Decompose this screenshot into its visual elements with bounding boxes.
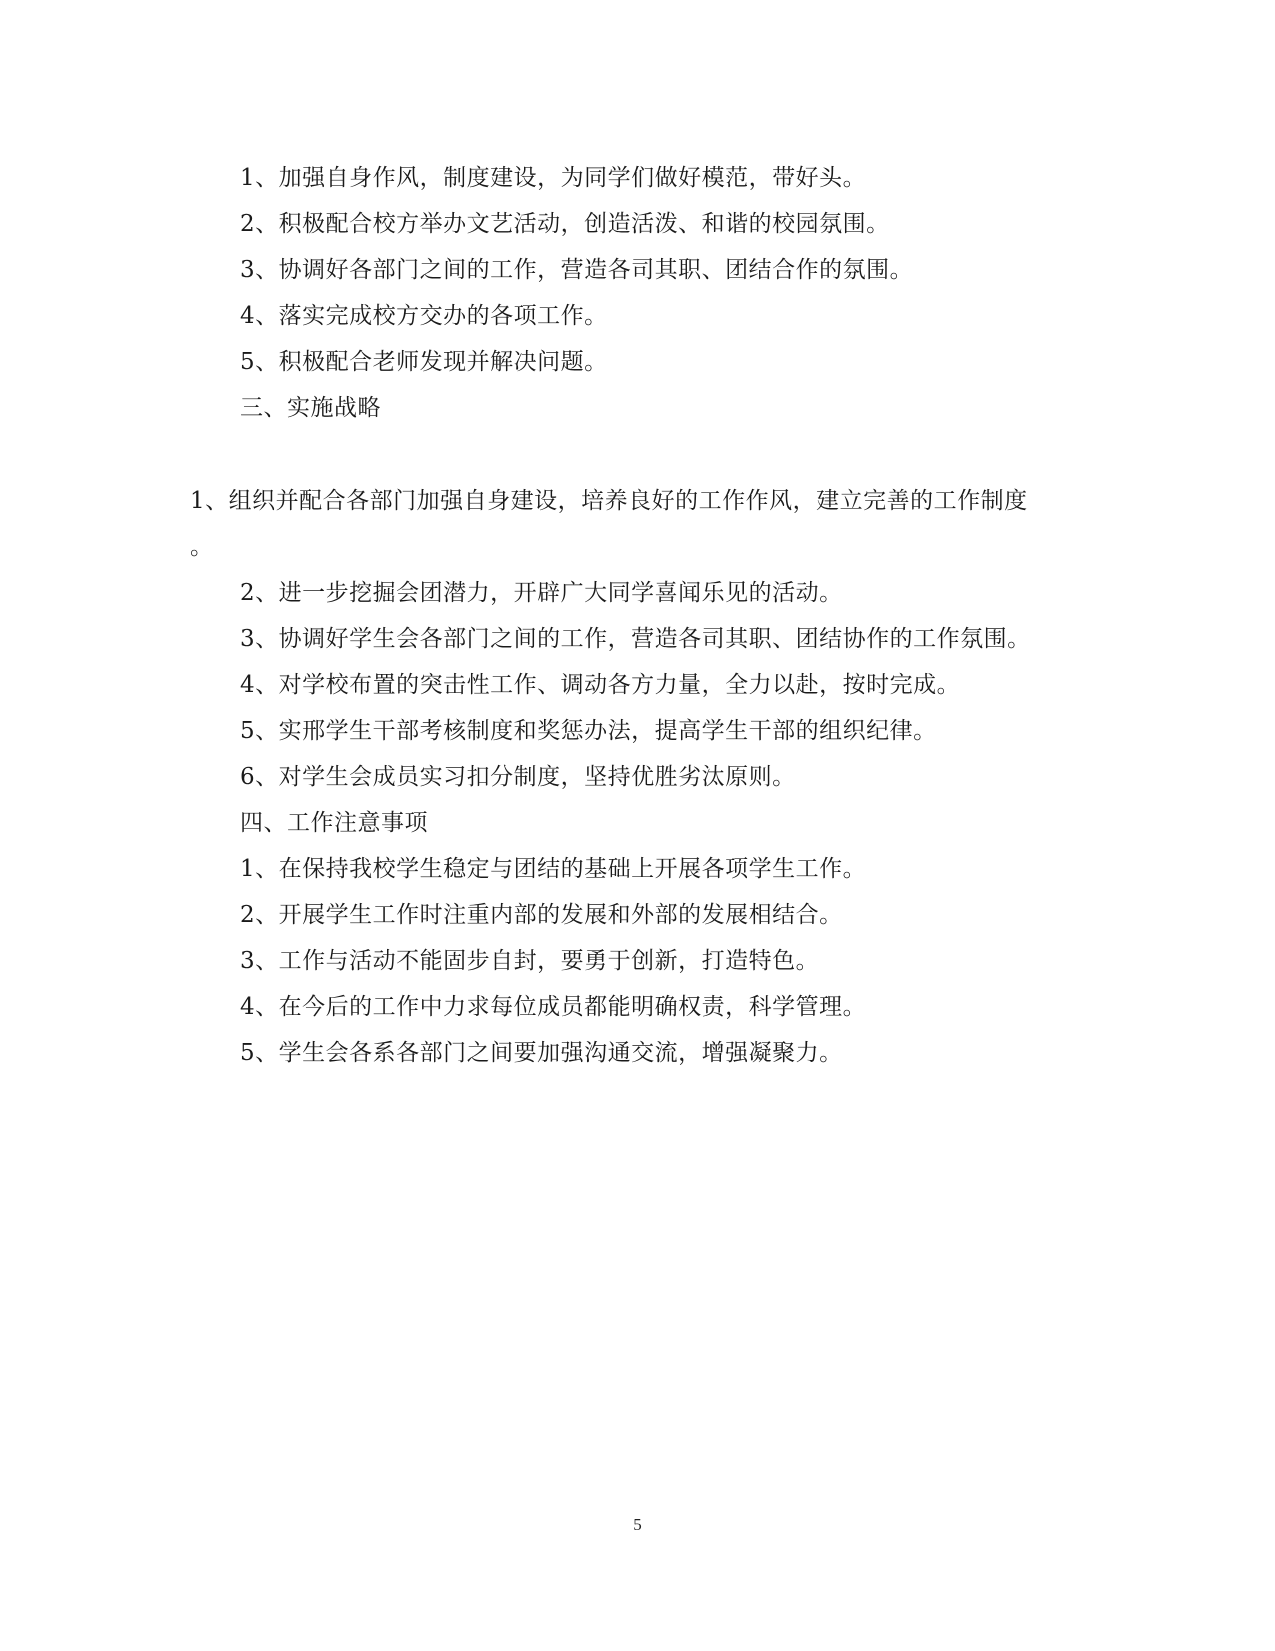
list-item: 2、开展学生工作时注重内部的发展和外部的发展相结合。: [240, 902, 843, 928]
list-item: 4、落实完成校方交办的各项工作。: [240, 303, 608, 329]
list-item: 1、在保持我校学生稳定与团结的基础上开展各项学生工作。: [240, 856, 867, 882]
list-item: 5、学生会各系各部门之间要加强沟通交流，增强凝聚力。: [240, 1040, 843, 1066]
page-number: 5: [633, 1515, 642, 1534]
list-item: 3、协调好学生会各部门之间的工作，营造各司其职、团结协作的工作氛围。: [240, 626, 1031, 652]
list-item: 6、对学生会成员实习扣分制度，坚持优胜劣汰原则。: [240, 764, 796, 790]
list-item: 4、在今后的工作中力求每位成员都能明确权责，科学管理。: [240, 994, 867, 1020]
list-item: 2、积极配合校方举办文艺活动，创造活泼、和谐的校园氛围。: [240, 211, 890, 237]
list-item: 4、对学校布置的突击性工作、调动各方力量，全力以赴，按时完成。: [240, 672, 961, 698]
list-item: 5、积极配合老师发现并解决问题。: [240, 349, 608, 375]
section-heading: 四、工作注意事项: [240, 810, 428, 836]
section-heading: 三、实施战略: [240, 395, 381, 421]
list-item: 3、工作与活动不能固步自封，要勇于创新，打造特色。: [240, 948, 820, 974]
list-item-continuation: 。: [190, 534, 214, 560]
list-item: 1、组织并配合各部门加强自身建设，培养良好的工作作风，建立完善的工作制度: [190, 488, 1028, 514]
list-item: 3、协调好各部门之间的工作，营造各司其职、团结合作的氛围。: [240, 257, 914, 283]
list-item: 5、实邢学生干部考核制度和奖惩办法，提高学生干部的组织纪律。: [240, 718, 937, 744]
list-item: 1、加强自身作风，制度建设，为同学们做好模范，带好头。: [240, 165, 867, 191]
list-item: 2、进一步挖掘会团潜力，开辟广大同学喜闻乐见的活动。: [240, 580, 843, 606]
